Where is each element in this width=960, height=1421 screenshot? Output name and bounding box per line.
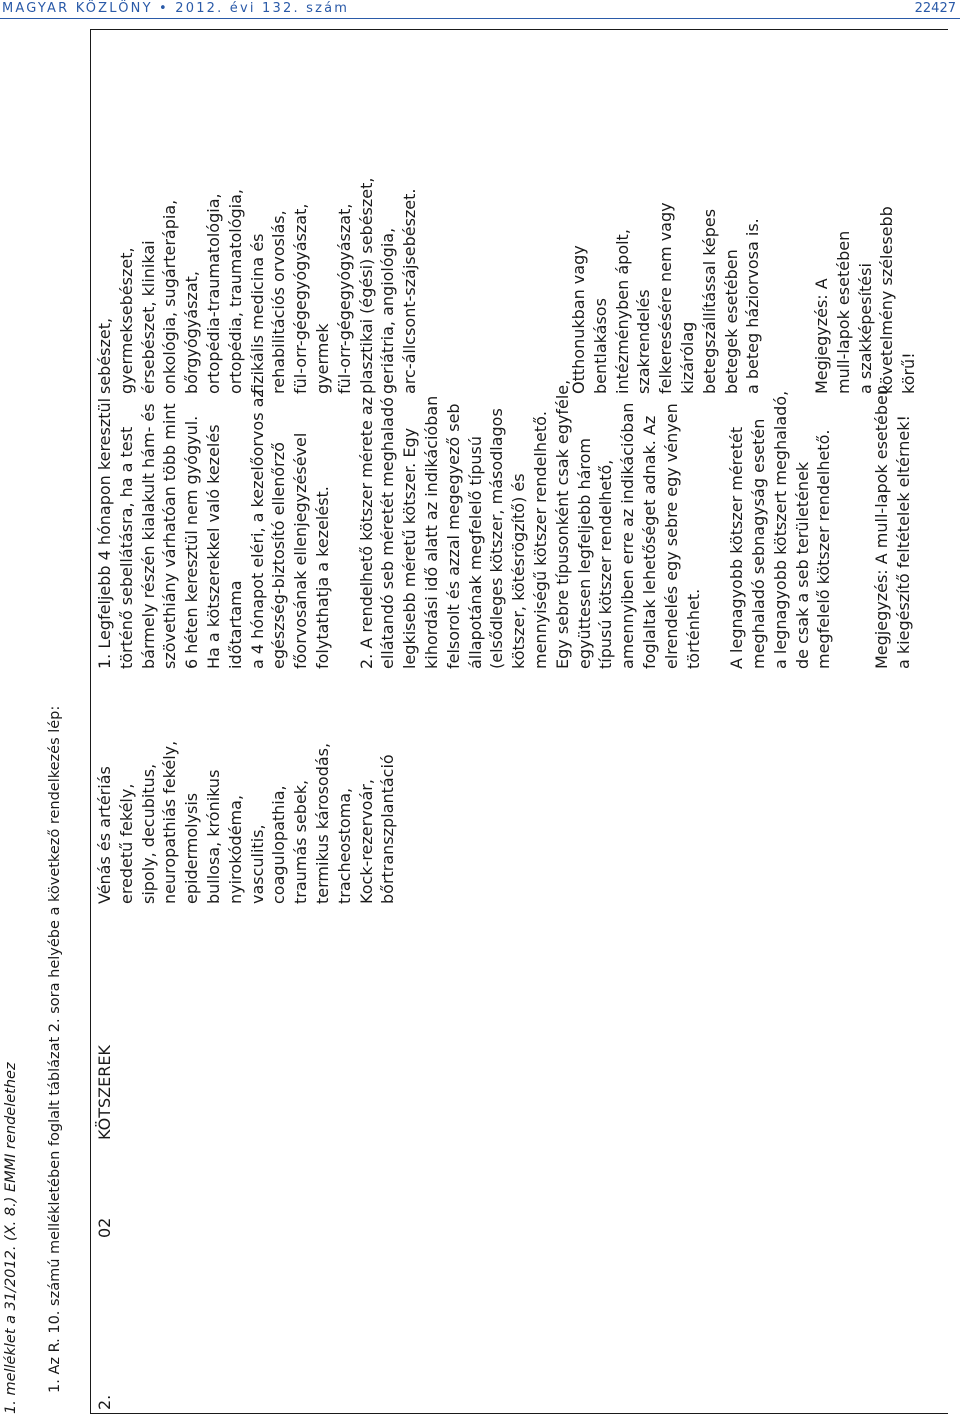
conditions-2-line: Egy sebre típusonként csak egyféle, xyxy=(552,379,572,669)
specialties-line: fizikális medicina és xyxy=(247,233,267,394)
conditions-2-line: kötszer, kötésrögzítő) és xyxy=(509,473,529,669)
indications-line: vasculitis, xyxy=(247,824,267,904)
conditions-2-line: (elsődleges kötszer, másodlagos xyxy=(487,408,507,669)
conditions-2-line: együttesen legfeljebb három xyxy=(574,437,594,669)
indications-cell xyxy=(94,741,399,904)
conditions-note-line: a kiegészítő feltételek eltérnek! xyxy=(893,415,913,669)
row-code: 02 xyxy=(95,1217,114,1238)
conditions-1-line: egészség-biztosító ellenőrző xyxy=(269,442,289,669)
specialties-line: ortopédia-traumatológia, xyxy=(203,193,223,394)
indications-line: neuropathiás fekély, xyxy=(160,740,180,904)
home-care-line: betegek esetében xyxy=(721,249,741,394)
conditions-1-line: szövethiány várhatóan több mint xyxy=(160,403,180,669)
specialties-line: rehabilitációs orvoslás, xyxy=(269,210,289,394)
conditions-2-line: legkisebb méretű kötszer. Egy xyxy=(400,427,420,669)
conditions-2-line: kihordási idő alatt az indikációban xyxy=(421,395,441,669)
home-care-line: intézményben ápolt, xyxy=(612,229,632,394)
conditions-1-line: időtartama xyxy=(225,580,245,669)
conditions-3-line: megfelelő kötszer rendelhető. xyxy=(814,429,834,669)
indications-line: traumás sebek, xyxy=(291,779,311,904)
conditions-2-line: mennyiségű kötszer rendelhető. xyxy=(530,411,550,669)
specialties-line: gyermek xyxy=(312,323,332,394)
conditions-2-line: ellátandó seb méretét meghaladó xyxy=(378,397,398,669)
specialties-cell xyxy=(94,178,421,395)
specialties-line: ortopédia, traumatológia, xyxy=(225,189,245,394)
specialties-line: plasztikai (égési) sebészet, xyxy=(356,177,376,394)
specialties-line: geriátria, angiológia, xyxy=(378,227,398,394)
home-care-line: betegszállítással képes xyxy=(699,208,719,394)
indications-line: bullosa, krónikus xyxy=(203,769,223,904)
conditions-1-line: Ha a kötszerekkel való kezelés xyxy=(203,424,223,669)
specialties-line: sebészet, xyxy=(95,317,114,394)
conditions-3-line: A legnagyobb kötszer méretét xyxy=(727,426,747,669)
annex-title: 1. melléklet a 31/2012. (X. 8.) EMMI rendelethez xyxy=(3,1062,19,1414)
conditions-2-line: állapotának megfelelő típusú xyxy=(465,436,485,669)
indications-line: Vénás és artériás xyxy=(95,766,114,904)
row-name: KÖTSZEREK xyxy=(95,1045,114,1140)
conditions-1-line: bármely részén kialakult hám- és xyxy=(138,403,158,669)
specialties-line: gyermeksebészet, xyxy=(116,247,136,394)
table-border-top xyxy=(90,29,91,1414)
home-care-line: Otthonukban vagy xyxy=(569,245,588,394)
specialties-line: arc-állcsont-szájsebészet. xyxy=(400,188,420,394)
conditions-2-line: felsorolt és azzal megegyező seb xyxy=(443,403,463,669)
home-note-line: mull-lapok esetében xyxy=(833,230,853,394)
home-note-line: Megjegyzés: A xyxy=(812,278,831,394)
conditions-1-line: 6 héten keresztül nem gyógyul. xyxy=(182,415,202,669)
indications-line: termikus károsodás, xyxy=(312,742,332,904)
conditions-3-line: a legnagyobb kötszert meghaladó, xyxy=(770,390,790,669)
conditions-1-line: a 4 hónapot eléri, a kezelőorvos az xyxy=(247,389,267,669)
conditions-3-line: meghaladó sebnagyság esetén xyxy=(748,418,768,669)
indications-line: nyirokódéma, xyxy=(225,794,245,904)
conditions-1-line: 1. Legfeljebb 4 hónapon keresztül xyxy=(95,397,114,669)
indications-line: eredetű fekély, xyxy=(116,783,136,904)
home-note-line: követelmény szélesebb xyxy=(877,206,897,394)
home-note-line: körű! xyxy=(899,352,919,394)
home-care-line: bentlakásos xyxy=(590,298,610,394)
conditions-1-line: folytathatja a kezelést. xyxy=(312,486,332,669)
indications-line: sipoly, decubitus, xyxy=(138,763,158,904)
specialties-line: onkológia, sugárterápia, xyxy=(160,199,180,394)
home-care-line: felkeresésére nem vagy xyxy=(656,202,676,394)
conditions-2-line: 2. A rendelhető kötszer mérete az xyxy=(356,396,376,669)
conditions-2-line: amennyiben erre az indikációban xyxy=(618,402,638,669)
specialties-line: fül-orr-gégegyógyászat, xyxy=(334,203,354,394)
conditions-3-line: de csak a seb területének xyxy=(792,461,812,669)
specialties-line: érsebészet, klinikai xyxy=(138,240,158,394)
page-number: 22427 xyxy=(914,1,956,16)
home-care-note xyxy=(811,206,920,394)
indications-line: Kock-rezervoár, xyxy=(356,779,376,904)
conditions-cell xyxy=(94,380,915,669)
indications-line: tracheostoma, xyxy=(334,787,354,904)
row-number: 2. xyxy=(95,1394,114,1410)
conditions-2-line: elrendelés egy sebre egy vényen xyxy=(661,403,681,669)
conditions-2-line: történhet. xyxy=(683,588,703,669)
conditions-2-line: foglaltak lehetőséget adnak. Az xyxy=(639,415,659,669)
home-care-line: szakrendelés xyxy=(634,289,654,394)
specialties-line: fül-orr-gégegyógyászat, xyxy=(291,203,311,394)
table-border-right xyxy=(90,29,948,30)
amendment-instruction: 1. Az R. 10. számú mellékletében foglalt táblázat 2. sora helyébe a következő rendelkezés lép: xyxy=(47,705,63,1393)
indications-line: bőrtranszplantáció xyxy=(378,754,398,904)
home-care-line: kizárólag xyxy=(677,321,697,394)
indications-line: epidermolysis xyxy=(182,792,202,904)
conditions-1-line: főorvosának ellenjegyzésével xyxy=(291,432,311,669)
conditions-1-line: történő sebellátásra, ha a test xyxy=(116,426,136,669)
specialties-line: bőrgyógyászat, xyxy=(182,271,202,394)
table-border-left xyxy=(90,1413,948,1414)
journal-title: MAGYAR KÖZLÖNY • 2012. évi 132. szám xyxy=(2,1,350,16)
conditions-2-line: típusú kötszer rendelhető, xyxy=(596,459,616,669)
home-care-line: a beteg háziorvosa is. xyxy=(743,218,763,394)
indications-line: coagulopathia, xyxy=(269,785,289,904)
home-care-cell xyxy=(568,202,764,394)
conditions-note-line: Megjegyzés: A mull-lapok esetében xyxy=(872,384,892,669)
home-note-line: a szakképesítési xyxy=(855,263,875,394)
